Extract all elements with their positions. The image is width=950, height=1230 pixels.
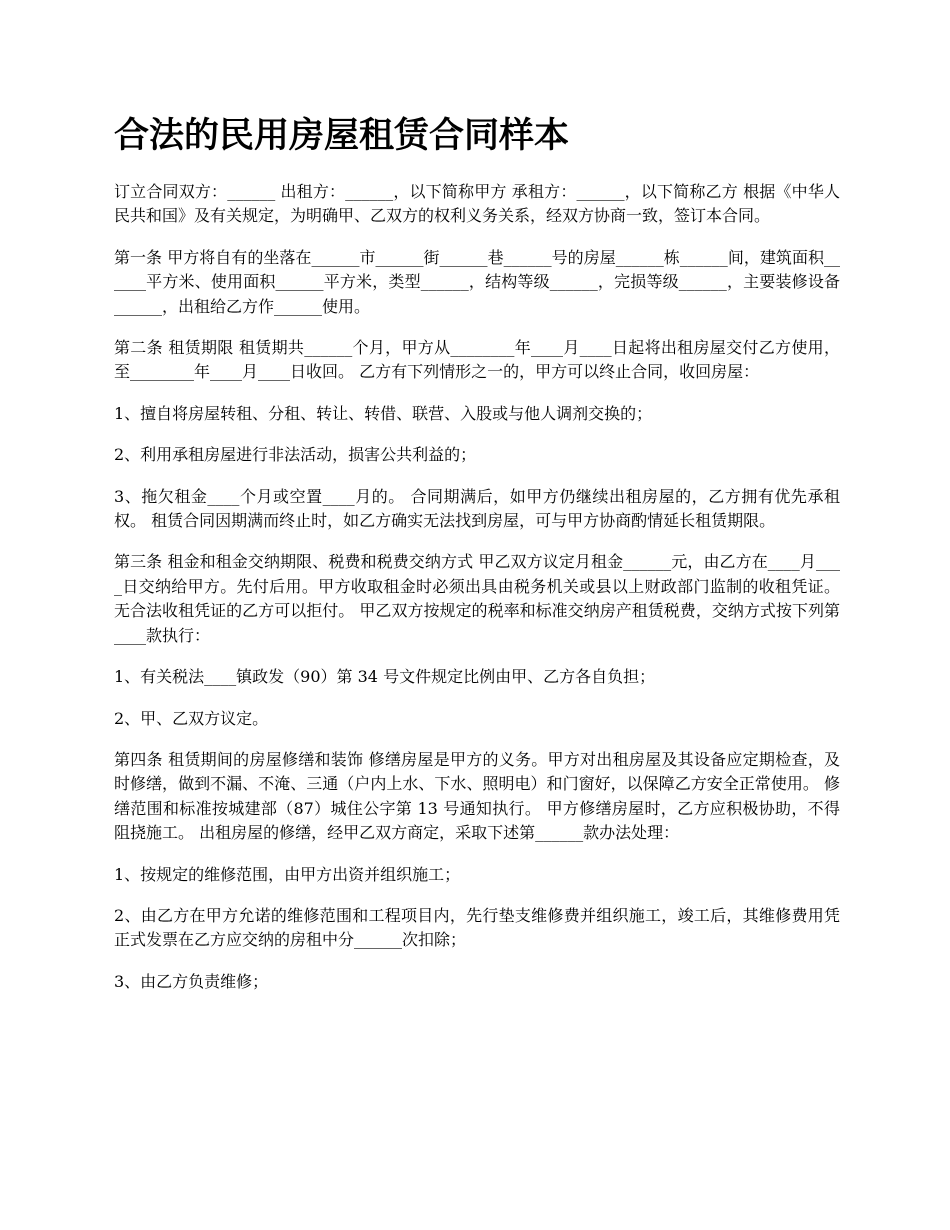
list-item-repair-3: 3、由乙方负责维修； [114, 971, 269, 991]
list-item-repair-2: 2、由乙方在甲方允诺的维修范围和工程项目内，先行垫支维修费并组织施工，竣工后，其维修费用凭正式发票在乙方应交纳的房租中分______次扣除； [114, 905, 840, 950]
list-item-termination-3: 3、拖欠租金____个月或空置____月的。 合同期满后，如甲方仍继续出租房屋的，乙方拥有优先承租权。 租赁合同因期满而终止时，如乙方确实无法找到房屋，可与甲方协商酌情延长租赁期限。 [114, 486, 840, 531]
paragraph-article-1: 第一条 甲方将自有的坐落在______市______街______巷______号的房屋______栋______间，建筑面积______平方米、使用面积______平方米，类型______，结构等级______，完损等级______，主要装修设备______，出租给乙方作______使用。 [114, 247, 840, 316]
paragraph-parties: 订立合同双方：______ 出租方：______，以下简称甲方 承租方：______，以下简称乙方 根据《中华人民共和国》及有关规定，为明确甲、乙双方的权利义务关系，经双方协商一致，签订本合同。 [114, 182, 840, 226]
list-item-repair-1: 1、按规定的维修范围，由甲方出资并组织施工； [114, 864, 461, 884]
paragraph-article-3: 第三条 租金和租金交纳期限、税费和税费交纳方式 甲乙双方议定月租金______元，由乙方在____月____日交纳给甲方。先付后用。甲方收取租金时必须出具由税务机关或县以上财政部门监制的收租凭证。无合法收租凭证的乙方可以拒付。 甲乙双方按规定的税率和标准交纳房产租赁税费，交纳方式按下列第____款执行： [114, 552, 840, 645]
document-title: 合法的民用房屋租赁合同样本 [114, 116, 570, 156]
list-item-termination-1: 1、擅自将房屋转租、分租、转让、转借、联营、入股或与他人调剂交换的； [114, 403, 653, 423]
paragraph-article-4: 第四条 租赁期间的房屋修缮和装饰 修缮房屋是甲方的义务。甲方对出租房屋及其设备应定期检查，及时修缮，做到不漏、不淹、三通（户内上水、下水、照明电）和门窗好，以保障乙方安全正常使用。 修缮范围和标准按城建部（87）城住公字第 13 号通知执行。 甲方修缮房屋时，乙方应积极协助，不得阻挠施工。 出租房屋的修缮，经甲乙双方商定，采取下述第______款办法处理： [114, 749, 840, 843]
paragraph-article-2: 第二条 租赁期限 租赁期共______个月，甲方从________年____月____日起将出租房屋交付乙方使用，至________年____月____日收回。 乙方有下列情形之一的，甲方可以终止合同，收回房屋： [114, 338, 840, 382]
list-item-tax-1: 1、有关税法____镇政发（90）第 34 号文件规定比例由甲、乙方各自负担； [114, 667, 656, 687]
document-page [114, 112, 840, 1011]
list-item-tax-2: 2、甲、乙双方议定。 [114, 708, 269, 728]
list-item-termination-2: 2、利用承租房屋进行非法活动，损害公共利益的； [114, 445, 477, 465]
